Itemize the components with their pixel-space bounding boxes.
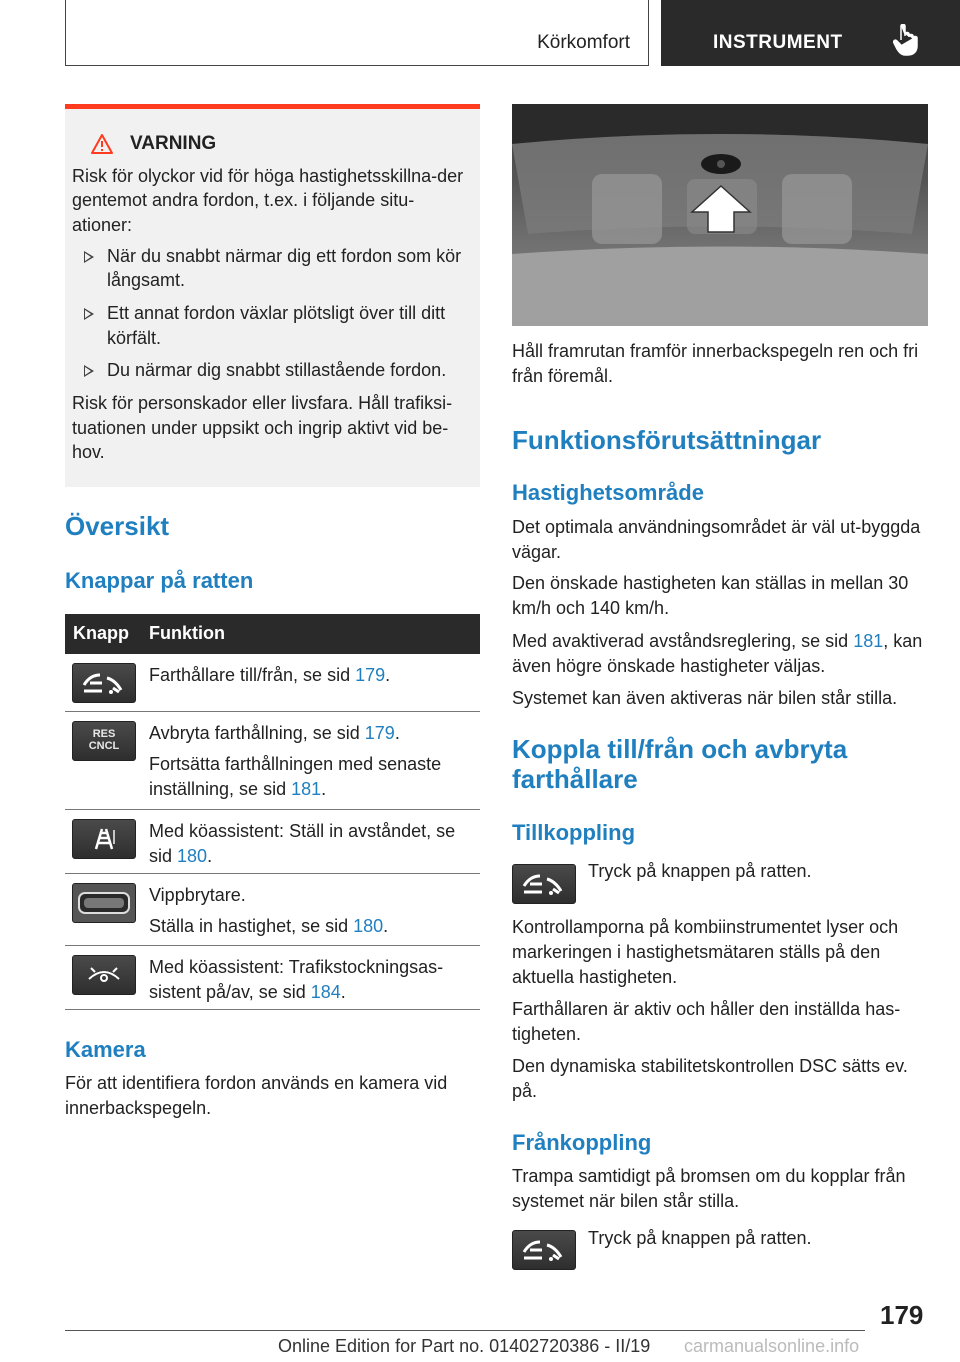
table-row [65,654,480,712]
table-row [65,712,480,810]
paragraph: Trampa samtidigt på bromsen om du kopplar från systemet när bilen står stilla. [512,1166,906,1212]
bullet-triangle-icon [84,308,94,320]
page-link[interactable]: 180 [353,916,384,937]
row-function: Med köassistent: Ställ in avståndet, se sid 180. [149,821,456,867]
warning-outro: Risk för personskador eller livsfara. Håll trafiksi-tuationen under uppsikt och ingrip aktivt vid be-hov. [72,392,453,463]
warning-intro: Risk för olyckor vid för höga hastighetsskillna-der gentemot andra fordon, t.ex. i följande situ-ationer: [72,165,464,235]
warning-item: Du närmar dig snabbt stillastående fordon. [72,358,472,383]
paragraph: Den önskade hastigheten kan ställas in mellan 30 km/h och 140 km/h. [512,573,909,619]
row-function: Avbryta farthållning, se sid 179. Fortsätta farthållningen med senaste inställning, se sid 181. [149,723,442,800]
row-function: Med köassistent: Trafikstockningsas-sistent på/av, se sid 184. [149,957,444,1003]
heading-tillkoppling: Tillkoppling [512,820,636,845]
page-link[interactable]: 181 [853,631,884,651]
page-link[interactable]: 180 [177,846,208,867]
traffic-jam-assistant-icon [72,955,136,995]
heading-kamera: Kamera [65,1037,146,1062]
paragraph: Det optimala användningsområdet är väl ut-byggda vägar. [512,517,921,563]
page-number: 179 [880,1300,924,1330]
warning-triangle-icon [90,133,114,155]
heading-frankoppling: Frånkoppling [512,1130,652,1155]
bullet-triangle-icon [84,365,94,377]
rocker-switch-icon [72,883,136,923]
warning-item: Ett annat fordon växlar plötsligt över till ditt körfält. [72,301,472,350]
page-link[interactable]: 179 [355,665,386,685]
page-link[interactable]: 181 [291,779,322,800]
paragraph: Systemet kan även aktiveras när bilen står stilla. [512,688,898,708]
heading-knappar: Knappar på ratten [65,568,254,593]
warning-title: VARNING [130,133,217,154]
row-function: Vippbrytare. Ställa in hastighet, se sid 180. [149,885,389,937]
table-row [65,810,480,874]
tillkoppling-text: Tryck på knappen på ratten. [588,861,812,881]
kamera-text: För att identifiera fordon används en kamera vid innerbackspegeln. [65,1073,448,1119]
table-row [65,946,480,1010]
chapter-title: INSTRUMENT [713,32,843,53]
cruise-control-icon [72,663,136,703]
buttons-table [65,614,480,1010]
heading-hastighetsomrade: Hastighetsområde [512,480,704,505]
footer-edition: Online Edition for Part no. 01402720386 - II/19 [278,1336,651,1356]
warning-heading [72,131,472,158]
table-header [65,614,480,654]
bullet-triangle-icon [84,251,94,263]
heading-funktionsforutsattningar: Funktionsförutsättningar [512,425,822,455]
page-link[interactable]: 184 [310,982,341,1003]
col-knapp: Knapp [73,623,129,644]
paragraph: Farthållaren är aktiv och håller den inställda has-tigheten. [512,999,901,1045]
footer-watermark: carmanualsonline.info [684,1336,860,1356]
footer-divider [65,1330,865,1331]
frankoppling-text: Tryck på knappen på ratten. [588,1228,812,1248]
row-function: Farthållare till/från, se sid 179. [149,665,391,685]
warning-box [65,104,480,487]
table-row [65,874,480,946]
col-funktion: Funktion [149,623,225,644]
paragraph: Kontrollamporna på kombiinstrumentet lyser och markeringen i hastighetsmätaren ställs på den aktuella hastigheten. [512,917,899,988]
pointing-hand-icon [893,24,919,56]
warning-item: När du snabbt närmar dig ett fordon som kör långsamt. [72,244,472,293]
page-link[interactable]: 179 [364,723,395,743]
header-left-frame [65,0,649,66]
heading-koppla: Koppla till/från och avbryta farthållare [512,734,848,794]
distance-icon [72,819,136,859]
chapter-tab[interactable] [661,0,960,66]
photo-caption: Håll framrutan framför innerbackspegeln ren och fri från föremål. [512,341,919,387]
warning-list [72,244,472,383]
heading-oversikt: Översikt [65,511,170,541]
paragraph: Den dynamiska stabilitetskontrollen DSC sätts ev. på. [512,1056,908,1102]
paragraph: Med avaktiverad avståndsreglering, se sid 181, kan även högre önskade hastigheter väljas. [512,631,923,677]
windshield-camera-photo [512,104,928,326]
cruise-control-icon [512,864,576,904]
res-cncl-icon: RES CNCL [72,721,136,761]
section-title: Körkomfort [537,32,630,53]
cruise-control-icon [512,1230,576,1270]
